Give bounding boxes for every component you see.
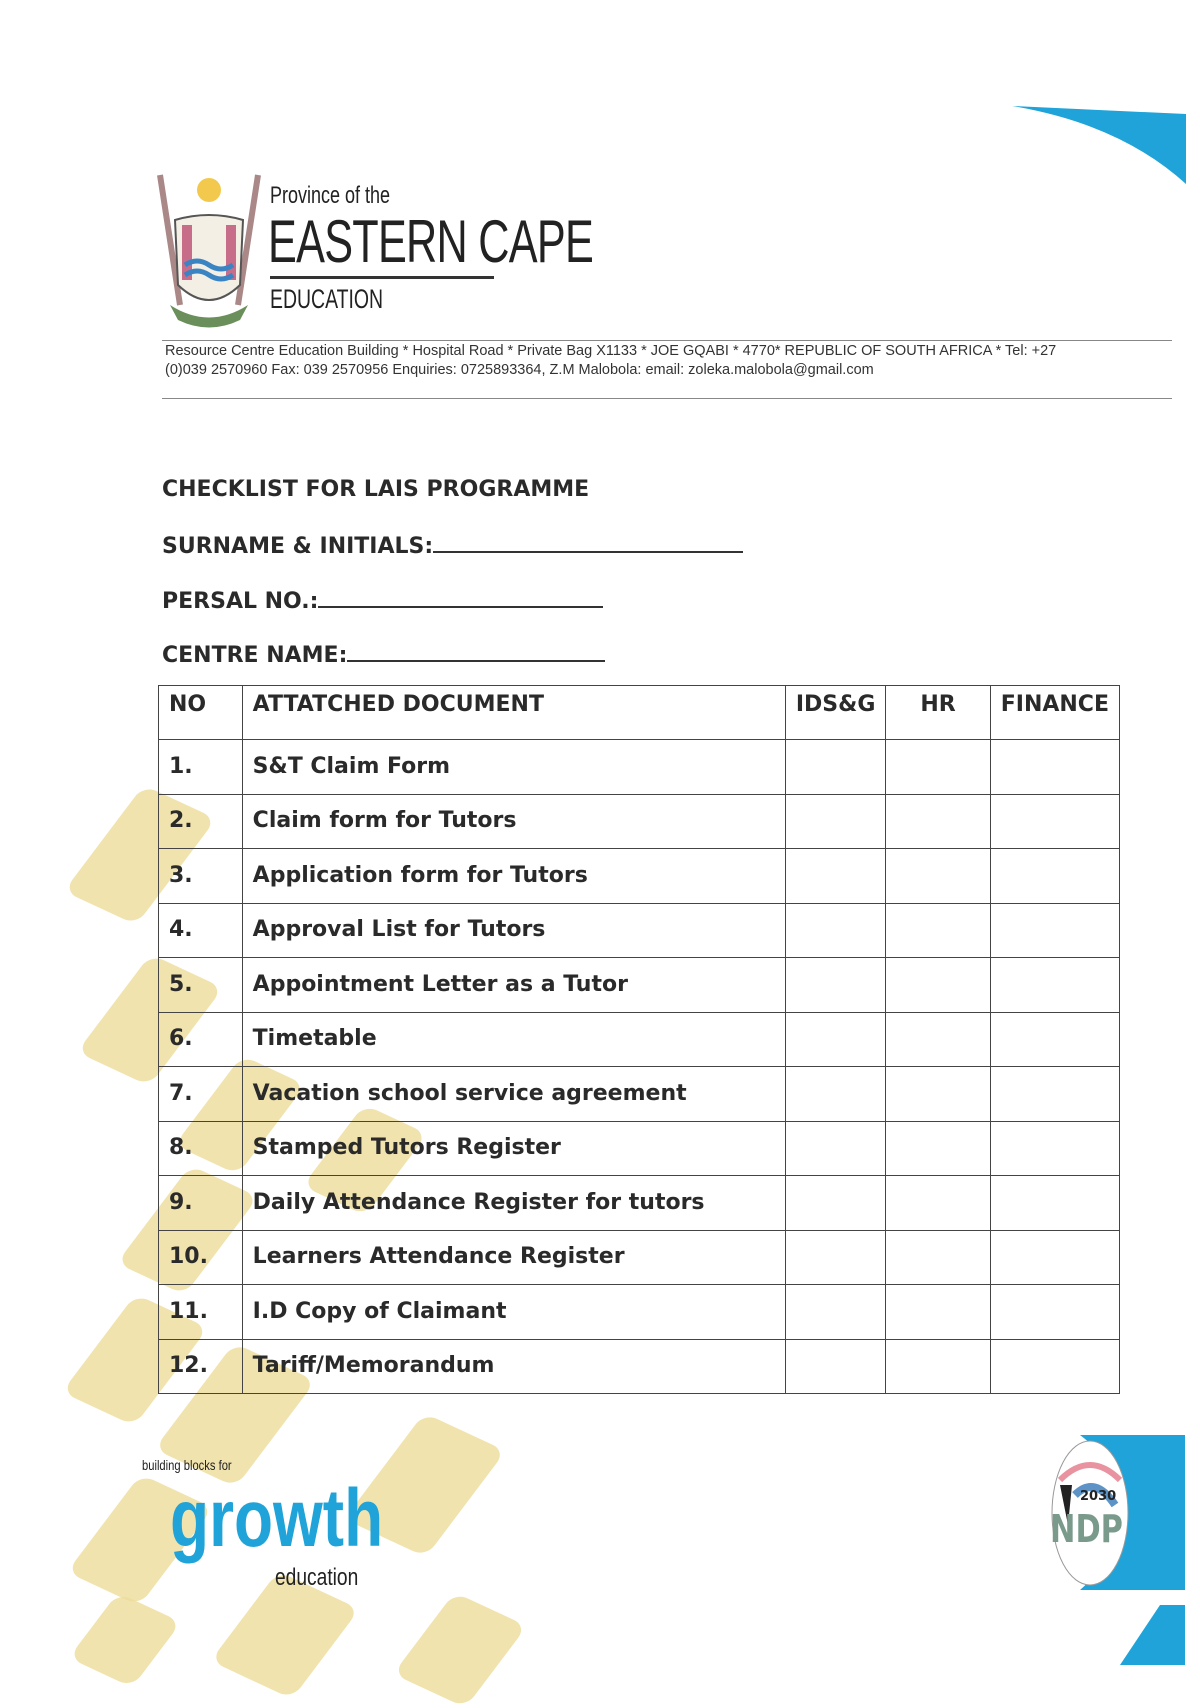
hr-check-cell[interactable] — [886, 1012, 990, 1067]
finance-check-cell[interactable] — [990, 849, 1119, 904]
row-number: 8. — [159, 1121, 243, 1176]
row-document: Claim form for Tutors — [242, 794, 785, 849]
form-title: CHECKLIST FOR LAIS PROGRAMME — [162, 477, 590, 502]
finance-check-cell[interactable] — [990, 794, 1119, 849]
row-document: Tariff/Memorandum — [242, 1339, 785, 1394]
finance-check-cell[interactable] — [990, 740, 1119, 795]
row-number: 2. — [159, 794, 243, 849]
hr-check-cell[interactable] — [886, 1339, 990, 1394]
logo-eastern-cape-text: EASTERN CAPE — [268, 208, 594, 275]
finance-check-cell[interactable] — [990, 1176, 1119, 1231]
finance-check-cell[interactable] — [990, 1285, 1119, 1340]
row-document: S&T Claim Form — [242, 740, 785, 795]
hr-check-cell[interactable] — [886, 740, 990, 795]
table-row — [159, 1012, 1120, 1067]
centre-label: CENTRE NAME: — [162, 643, 348, 668]
table-row — [159, 903, 1120, 958]
finance-check-cell[interactable] — [990, 1339, 1119, 1394]
idsg-check-cell[interactable] — [785, 1121, 886, 1176]
idsg-check-cell[interactable] — [785, 1067, 886, 1122]
centre-field[interactable] — [162, 640, 605, 670]
table-row — [159, 849, 1120, 904]
hr-check-cell[interactable] — [886, 1067, 990, 1122]
persal-label: PERSAL NO.: — [162, 589, 319, 614]
finance-check-cell[interactable] — [990, 958, 1119, 1013]
row-number: 9. — [159, 1176, 243, 1231]
hr-check-cell[interactable] — [886, 1285, 990, 1340]
address-line-1: Resource Centre Education Building * Hospital Road * Private Bag X1133 * JOE GQABI * 4770* REPUBLIC OF SOUTH AFRICA * Tel: +27 — [165, 343, 1057, 359]
surname-blank[interactable] — [433, 531, 743, 553]
ndp-text: NDP — [1050, 1507, 1123, 1551]
persal-blank[interactable] — [318, 586, 603, 608]
growth-education-text: education — [275, 1564, 359, 1591]
finance-check-cell[interactable] — [990, 1230, 1119, 1285]
row-number: 6. — [159, 1012, 243, 1067]
table-header-row — [159, 686, 1120, 740]
row-number: 4. — [159, 903, 243, 958]
row-document: Application form for Tutors — [242, 849, 785, 904]
row-number: 3. — [159, 849, 243, 904]
row-document: Daily Attendance Register for tutors — [242, 1176, 785, 1231]
row-document: I.D Copy of Claimant — [242, 1285, 785, 1340]
idsg-check-cell[interactable] — [785, 740, 886, 795]
row-number: 7. — [159, 1067, 243, 1122]
idsg-check-cell[interactable] — [785, 958, 886, 1013]
growth-tagline: building blocks for — [142, 1457, 232, 1473]
logo-education-text: EDUCATION — [270, 284, 384, 314]
table-row — [159, 794, 1120, 849]
hr-check-cell[interactable] — [886, 1230, 990, 1285]
hr-check-cell[interactable] — [886, 903, 990, 958]
address-line-2: (0)039 2570960 Fax: 039 2570956 Enquiries: 0725893364, Z.M Malobola: email: zoleka.malobola@gmail.com — [165, 362, 874, 378]
row-document: Timetable — [242, 1012, 785, 1067]
table-row — [159, 740, 1120, 795]
hr-check-cell[interactable] — [886, 1176, 990, 1231]
centre-blank[interactable] — [347, 640, 605, 662]
row-number: 1. — [159, 740, 243, 795]
logo-province-text: Province of the — [270, 182, 391, 209]
row-document: Vacation school service agreement — [242, 1067, 785, 1122]
idsg-check-cell[interactable] — [785, 1285, 886, 1340]
table-row — [159, 1230, 1120, 1285]
row-document: Learners Attendance Register — [242, 1230, 785, 1285]
finance-check-cell[interactable] — [990, 1067, 1119, 1122]
hr-check-cell[interactable] — [886, 1121, 990, 1176]
row-number: 12. — [159, 1339, 243, 1394]
checklist-table — [158, 685, 1120, 1394]
hr-check-cell[interactable] — [886, 794, 990, 849]
table-row — [159, 1339, 1120, 1394]
hr-check-cell[interactable] — [886, 849, 990, 904]
row-document: Appointment Letter as a Tutor — [242, 958, 785, 1013]
idsg-check-cell[interactable] — [785, 903, 886, 958]
growth-logo-text: growth — [170, 1473, 384, 1564]
header-no: NO — [159, 686, 243, 740]
row-document: Approval List for Tutors — [242, 903, 785, 958]
idsg-check-cell[interactable] — [785, 1339, 886, 1394]
header-finance: FINANCE — [990, 686, 1119, 740]
surname-label: SURNAME & INITIALS: — [162, 534, 434, 559]
header-rule-top — [162, 340, 1172, 341]
idsg-check-cell[interactable] — [785, 849, 886, 904]
hr-check-cell[interactable] — [886, 958, 990, 1013]
table-row — [159, 1176, 1120, 1231]
blue-corner-decoration — [1010, 104, 1190, 186]
table-row — [159, 1121, 1120, 1176]
idsg-check-cell[interactable] — [785, 794, 886, 849]
row-number: 11. — [159, 1285, 243, 1340]
logo-divider — [270, 276, 494, 279]
surname-field[interactable] — [162, 531, 743, 561]
table-row — [159, 1067, 1120, 1122]
row-number: 5. — [159, 958, 243, 1013]
header-document: ATTATCHED DOCUMENT — [242, 686, 785, 740]
header-rule-bottom — [162, 398, 1172, 399]
idsg-check-cell[interactable] — [785, 1230, 886, 1285]
finance-check-cell[interactable] — [990, 903, 1119, 958]
row-number: 10. — [159, 1230, 243, 1285]
ndp-year: 2030 — [1080, 1489, 1117, 1504]
header-idsg: IDS&G — [785, 686, 886, 740]
header-hr: HR — [886, 686, 990, 740]
idsg-check-cell[interactable] — [785, 1012, 886, 1067]
finance-check-cell[interactable] — [990, 1012, 1119, 1067]
persal-field[interactable] — [162, 586, 603, 616]
coat-of-arms-logo — [150, 165, 268, 330]
idsg-check-cell[interactable] — [785, 1176, 886, 1231]
table-row — [159, 958, 1120, 1013]
row-document: Stamped Tutors Register — [242, 1121, 785, 1176]
finance-check-cell[interactable] — [990, 1121, 1119, 1176]
table-row — [159, 1285, 1120, 1340]
